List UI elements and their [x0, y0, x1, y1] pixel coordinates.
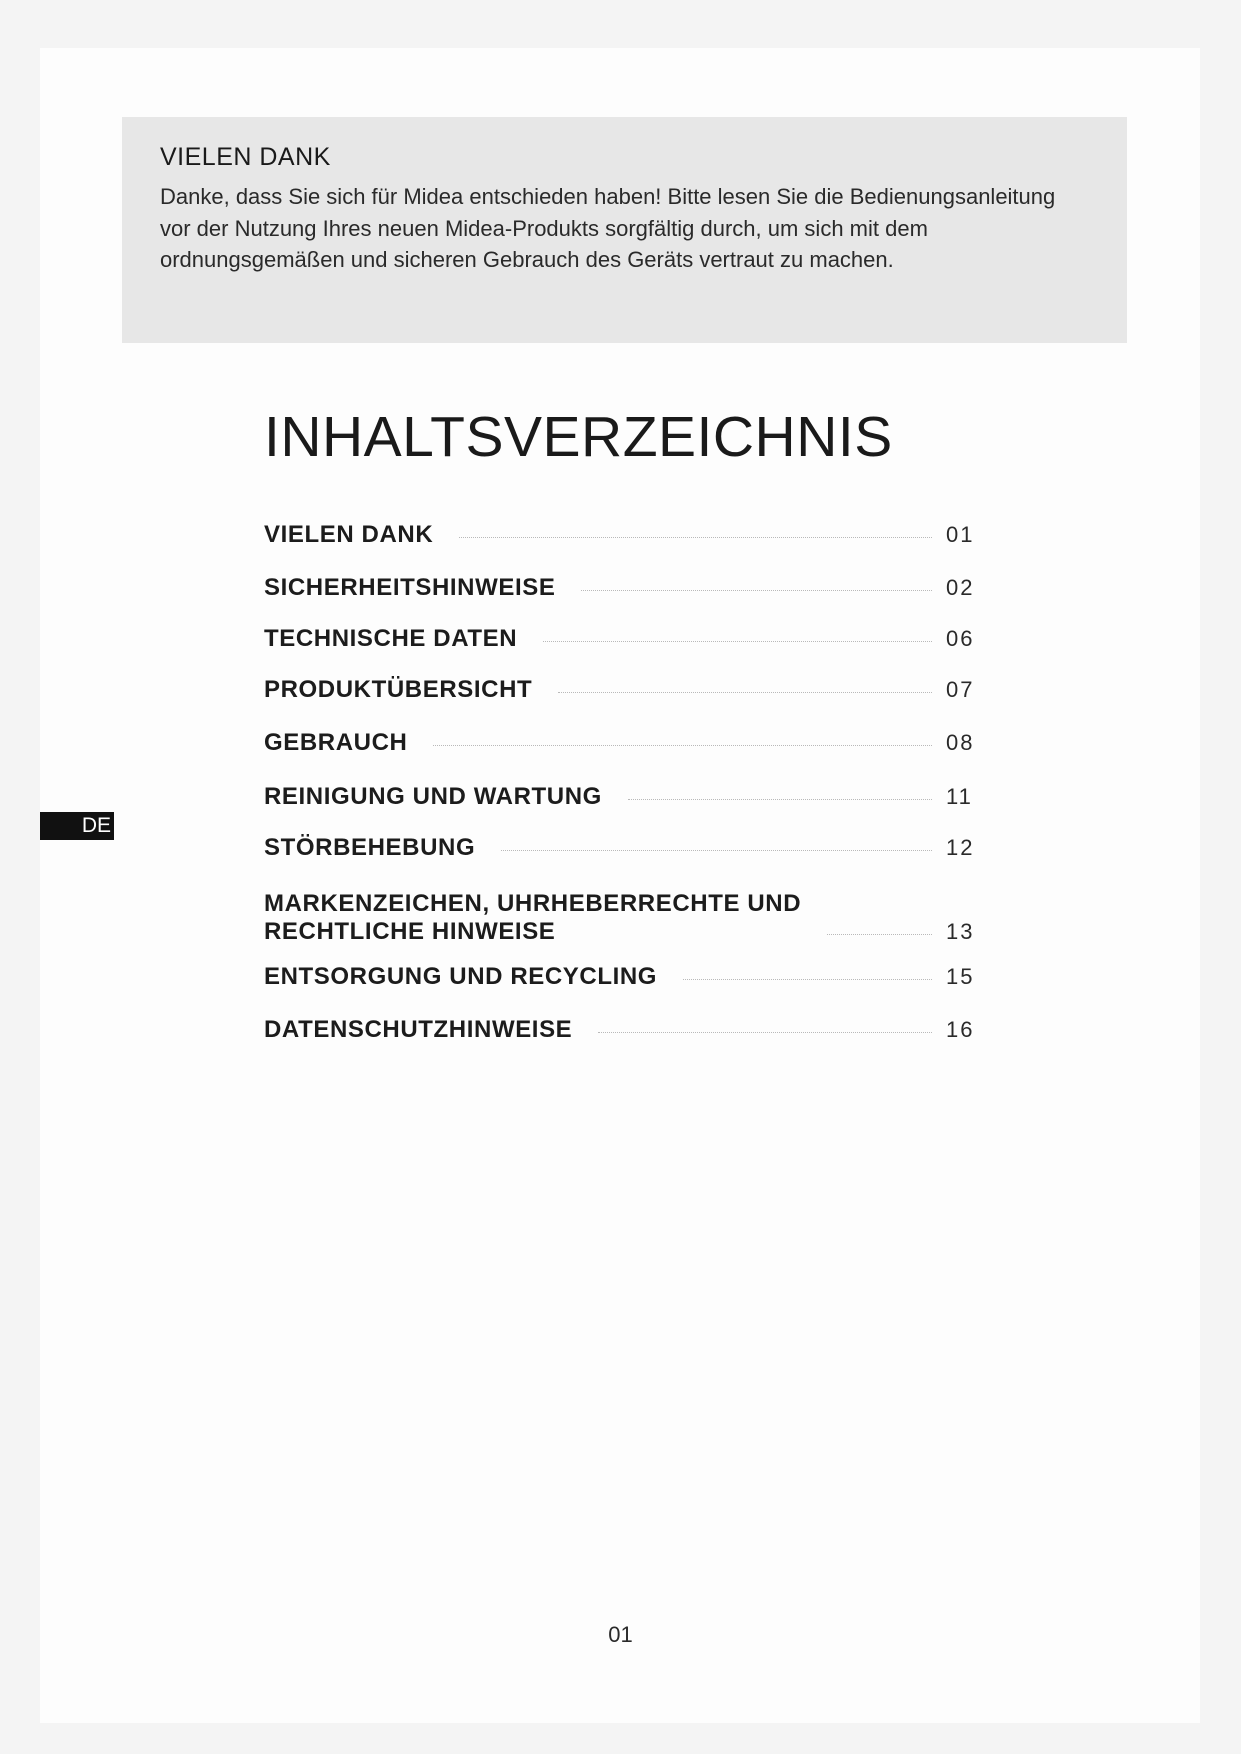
toc-entry-page: 13 [946, 919, 975, 944]
toc-entry-page: 15 [946, 964, 975, 989]
toc-entry-reinigung-und-wartung[interactable] [264, 783, 978, 811]
toc-entry-page: 02 [946, 575, 975, 600]
toc-entry-vielen-dank[interactable] [264, 521, 978, 549]
toc-entry-label-line-1: MARKENZEICHEN, UHRHEBERRECHTE UND [264, 890, 802, 917]
toc-entry-label: STÖRBEHEBUNG [264, 834, 476, 861]
dotted-leader [501, 850, 932, 851]
table-of-contents [264, 0, 978, 1100]
toc-entry-gebrauch[interactable] [264, 729, 978, 757]
toc-entry-page: 01 [946, 522, 975, 547]
toc-entry-label: VIELEN DANK [264, 521, 434, 548]
dotted-leader [433, 745, 932, 746]
thank-you-text: Danke, dass Sie sich für Midea entschieden haben! Bitte lesen Sie die Bedienungsanleitung vor der Nutzung Ihres neuen Midea-Produkts sorgfältig durch, um sich mit dem ordnungsgemäßen und sicheren Gebrauch des Geräts vertraut zu machen. [160, 184, 1056, 272]
toc-entry-label [264, 890, 801, 946]
toc-entry-technische-daten[interactable] [264, 625, 978, 653]
dotted-leader [459, 537, 932, 538]
toc-entry-label: SICHERHEITSHINWEISE [264, 574, 556, 601]
dotted-leader [543, 641, 932, 642]
toc-entry-page: 11 [946, 784, 973, 809]
toc-entry-label: TECHNISCHE DATEN [264, 625, 518, 652]
toc-entry-datenschutzhinweise[interactable] [264, 1016, 978, 1044]
toc-entry-page: 07 [946, 677, 975, 702]
toc-entry-label: GEBRAUCH [264, 729, 408, 756]
toc-entry-page: 16 [946, 1017, 975, 1042]
toc-entry-page: 06 [946, 626, 975, 651]
dotted-leader [558, 692, 932, 693]
toc-entry-page: 12 [946, 835, 975, 860]
toc-entry-markenzeichen[interactable] [264, 890, 978, 946]
dotted-leader [827, 934, 932, 935]
toc-entry-entsorgung-und-recycling[interactable] [264, 963, 978, 991]
dotted-leader [628, 799, 932, 800]
toc-entry-page: 08 [946, 730, 975, 755]
toc-entry-stoerbehebung[interactable] [264, 834, 978, 862]
toc-entry-label: ENTSORGUNG UND RECYCLING [264, 963, 658, 990]
toc-entry-produktuebersicht[interactable] [264, 676, 978, 704]
toc-entry-label: DATENSCHUTZHINWEISE [264, 1016, 573, 1043]
toc-entry-label: REINIGUNG UND WARTUNG [264, 783, 602, 810]
thank-you-title: VIELEN DANK [160, 143, 331, 171]
toc-entry-label: PRODUKTÜBERSICHT [264, 676, 533, 703]
dotted-leader [683, 979, 932, 980]
dotted-leader [598, 1032, 932, 1033]
page-number: 01 [608, 1622, 633, 1647]
toc-entry-sicherheitshinweise[interactable] [264, 574, 978, 602]
table-of-contents-heading: INHALTSVERZEICHNIS [264, 405, 893, 469]
language-tab: DE [40, 812, 114, 840]
toc-entry-label-line-2: RECHTLICHE HINWEISE [264, 918, 556, 945]
dotted-leader [581, 590, 932, 591]
